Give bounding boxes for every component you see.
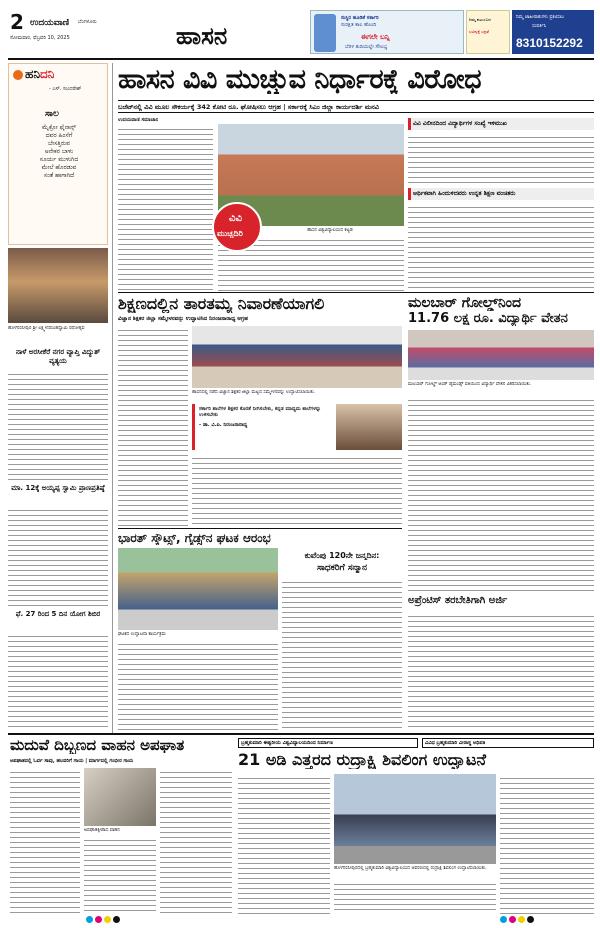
lead-subhead-bar	[118, 100, 594, 113]
ad3-line1: ನಿಮ್ಮ ಜಾಹೀರಾತುಗಳು ಪ್ರಕಟಿಸಲು	[516, 15, 565, 20]
story5-headline2: ಸಾಧಕರಿಗೆ ಸನ್ಮಾನ	[316, 564, 368, 573]
brief1-body	[8, 370, 108, 480]
ad-banner-2[interactable]	[466, 10, 510, 54]
cyan-mark	[500, 916, 507, 923]
story5-body	[282, 578, 402, 730]
masthead	[0, 0, 600, 60]
story3-headline: ಮಲಬಾರ್ ಗೋಲ್ಡ್‌ನಿಂದ	[408, 296, 522, 311]
lead-side-body1	[408, 133, 594, 185]
brief3-title: ಫೆ. 27 ರಿಂದ 5 ದಿನ ಯೋಗ ಶಿಬಿರ	[15, 610, 101, 618]
brief3-body	[8, 632, 108, 728]
bottom-right-tag2	[422, 738, 594, 748]
column-divider	[112, 63, 113, 733]
section-title: ಹಾಸನ	[176, 24, 228, 50]
masthead-rule	[8, 58, 594, 60]
ad1-line3: ಈಗಲೇ ಬನ್ನಿ	[361, 33, 390, 41]
ad2-line1: ನಿಮ್ಮ ಕುಟುಂಬದ	[469, 17, 491, 22]
bottom-right-body-col3	[500, 774, 594, 914]
bottom-right-body-col1	[238, 774, 330, 914]
story2-quote-author: - ಡಾ. ವಿ.ಪಿ. ನಿರಂಜನಾರಾಧ್ಯ	[199, 422, 248, 428]
honey-line: ಅನೇಕರ ಬಾಳು	[44, 148, 74, 155]
honey-line: ಸಂತೆ ಹಾಗಾಗಿದೆ	[43, 172, 75, 179]
story2-headline: ಶಿಕ್ಷಣದಲ್ಲಿನ ತಾರತಮ್ಯ ನಿವಾರಣೆಯಾಗಲಿ	[118, 296, 325, 313]
edition: ಬೆಂಗಳೂರು	[78, 19, 97, 25]
ad1-line2: ಸುರಕ್ಷಿತ ಕಾಲ ಹೊಂದಿ	[341, 22, 377, 28]
story2-photo	[192, 326, 402, 388]
honey-brand	[25, 68, 54, 81]
story3-headline2: 11.76 ಲಕ್ಷ ರೂ. ವಿದ್ಯಾರ್ಥಿ ವೇತನ	[408, 312, 568, 326]
brief2-title: ಮಾ. 12ಕ್ಕೆ ಅಯ್ಯಪ್ಪ ಸ್ವಾಮಿ ಪ್ರಾಣಪ್ರತಿಷ್ಠೆ	[11, 484, 105, 492]
lead-headline: ಹಾಸನ ವಿವಿ ಮುಚ್ಚುವ ನಿರ್ಧಾರಕ್ಕೆ ವಿರೋಧ	[118, 66, 482, 95]
speaker-photo	[336, 404, 402, 450]
badge-line2: ಮುಚ್ಚದಿರಿ	[217, 230, 243, 238]
story2-body-col1	[118, 326, 188, 526]
ad1-line1: ಸುಸ್ಥಿರ ಹೂಡಿಕೆ ಸರ್ಕಾರಿ	[341, 15, 379, 21]
ad-banner-3[interactable]	[512, 10, 594, 54]
story6-headline: ಅಪ್ರೆಂಟಿಸ್ ತರಬೇತಿಗಾಗಿ ಅರ್ಜಿ	[408, 596, 508, 606]
honey-brand-2: ದನಿ	[40, 68, 55, 81]
lead-rule	[118, 292, 594, 293]
honey-line: ಮೈಕ್ರೋ ಫೈನಾನ್ಸ್	[41, 124, 77, 131]
cyan-mark	[86, 916, 93, 923]
bottom-right-tag-text: ಬ್ರಹ್ಮಕುಮಾರಿ ಈಶ್ವರೀಯ ವಿಶ್ವವಿದ್ಯಾಲಯದಿಂದ ನಿರ್ಮಾಣ	[241, 740, 333, 746]
black-mark	[113, 916, 120, 923]
phone-number: 8310152292	[516, 36, 583, 50]
bottom-right-headline: 21 ಅಡಿ ಎತ್ತರದ ರುದ್ರಾಕ್ಷಿ ಶಿವಲಿಂಗ ಉದ್ಘಾಟನೆ	[238, 752, 486, 769]
lead-side-title2: ಆರ್ಥಿಕವಾಗಿ ಹಿಂದುಳಿದವರು ಉನ್ನತ ಶಿಕ್ಷಣ ವಂಚಿತರು	[413, 190, 516, 197]
honey-lines	[17, 124, 101, 180]
magenta-mark	[509, 916, 516, 923]
paper-name: ಉದಯವಾಣಿ	[30, 18, 70, 28]
ad-banner-1[interactable]	[310, 10, 464, 54]
lead-side-body2	[408, 203, 594, 291]
honey-icon	[13, 70, 23, 80]
bottom-rule	[8, 733, 594, 735]
phone-illustration	[314, 14, 336, 52]
chariot-photo-caption: ಹೊಳೆನರಸೀಪುರ ಶ್ರೀ ಲಕ್ಷ್ಮೀನರಸಿಂಹಸ್ವಾಮಿ ರಥೋತ್ಸವ	[8, 326, 85, 331]
story4-body	[118, 640, 278, 730]
accident-photo	[84, 768, 156, 826]
chariot-photo	[8, 248, 108, 323]
lead-side-title: ವಿವಿ ವಿಲೀನದಿಂದ ವಿದ್ಯಾರ್ಥಿಗಳ ಸಂಖ್ಯೆ ಇಳಿಮುಖ	[413, 120, 507, 127]
honey-title: ಸಾಲ	[45, 110, 59, 119]
black-mark	[527, 916, 534, 923]
bottom-right-body-col2	[334, 880, 496, 914]
story4-photo-caption: ಘಟಕದ ಉದ್ಘಾಟನಾ ಕಾರ್ಯಕ್ರಮ	[118, 632, 166, 637]
story2-photo-caption: ಹಾಸನದಲ್ಲಿ ನಡೆದ ವಿಜ್ಞಾನ ಶಿಕ್ಷಕರ ಜಿಲ್ಲಾ ಮಟ್ಟದ ಸಮ್ಮೇಳನವನ್ನು ಉದ್ಘಾಟಿಸಲಾಯಿತು.	[192, 390, 316, 395]
honey-line: ಮೇಲೆ ಹೊರಡುವ	[41, 164, 77, 171]
honey-line: ಬೇಸತ್ತಿರುವ	[48, 140, 70, 147]
bottom-right-tag	[238, 738, 418, 748]
lead-side-title2-bar	[408, 188, 594, 200]
story2-subhead: ವಿಜ್ಞಾನ ಶಿಕ್ಷಕರ ಜಿಲ್ಲಾ ಸಮ್ಮೇಳನವನ್ನು ಉದ್ಘಾಟಿಸಿದ ನಿರಂಜನಾರಾಧ್ಯ ಆಗ್ರಹ	[118, 316, 248, 322]
story2-quote: ಸರ್ಕಾರಿ ಶಾಲೆಗಳ ಶಿಕ್ಷಕರ ಕೊರತೆ ನೀಗಿಸಬೇಕು, ಕನ್ನಡ ಮಾಧ್ಯಮ ಶಾಲೆಗಳನ್ನು ಉಳಿಸಬೇಕು	[199, 406, 321, 418]
shivalinga-photo-caption: ಹೊಳೆನರಸೀಪುರದಲ್ಲಿ ಬ್ರಹ್ಮಕುಮಾರಿ ವಿಶ್ವವಿದ್ಯಾಲಯದ ಆವರಣದಲ್ಲಿ ರುದ್ರಾಕ್ಷಿ ಶಿವಲಿಂಗ ಉದ್ಘಾಟಿಸಲಾಯಿತು.	[334, 866, 487, 871]
story2-body-col2	[192, 454, 402, 526]
university-photo-caption: ಹಾಸನ ವಿಶ್ವವಿದ್ಯಾಲಯದ ಕಟ್ಟಡ	[307, 228, 353, 233]
story5-headline: ಕುವೆಂಪು 120ನೇ ಜನ್ಮದಿನ:	[304, 552, 380, 560]
story3-body	[408, 396, 594, 592]
story3-photo	[408, 330, 594, 380]
lead-subhead: ಬಜೆಟ್‌ನಲ್ಲಿ ವಿವಿ ಮೂಲ ಸೌಕರ್ಯಕ್ಕೆ 342 ಕೋಟಿ ರೂ. ಘೋಷಿಸಲು ಆಗ್ರಹ | ಸರ್ಕಾರಕ್ಕೆ ಸಿಎಂ ಜಿಲ್ಲಾ ಕಾರ್ಯದರ್ಶಿ ಮನವಿ	[118, 103, 379, 111]
story6-body	[408, 612, 594, 730]
ad3-line2: ಸಂಪರ್ಕಿಸಿ	[532, 24, 547, 29]
lead-dateline: ಉದಯವಾಣಿ ಸಮಾಚಾರ	[118, 117, 159, 123]
honey-author: - ಎಸ್. ಸುಂದರೇಶ್	[49, 86, 82, 92]
honey-column	[8, 63, 108, 245]
lead-side-title-bar	[408, 118, 594, 130]
story4-rule	[118, 528, 402, 529]
bottom-left-subhead: ಅಪಘಾತದಲ್ಲಿ ಓರ್ವ ಸಾವು, ಹಲವರಿಗೆ ಗಾಯ | ಮಾರ್ಗದಲ್ಲಿ ಗಂಭೀರ ಗಾಯ	[10, 758, 134, 764]
honey-line: ಸೂರ್ಯ ಮುಳುಗಿದ	[39, 156, 79, 163]
shivalinga-photo	[334, 774, 496, 864]
honey-brand-1: ಹನಿ	[25, 68, 40, 81]
date-line: ಸೋಮವಾರ, ಫೆಬ್ರವರಿ 10, 2025	[10, 35, 70, 41]
badge-line1: ವಿವಿ	[229, 214, 242, 224]
ad2-line2: ಭವಿಷ್ಯಕ್ಕೆ ಭದ್ರತೆ	[469, 29, 489, 34]
ad1-line4: ಬೆರಳ ತುದಿಯಲ್ಲೇ ಸೌಲಭ್ಯ	[345, 44, 388, 50]
bottom-right-tag2-text: ವಿವಿಧ ಬ್ರಹ್ಮಕುಮಾರಿ ವೀರಾಸ್ಥ ಅಧಿಪತಿ	[425, 740, 486, 746]
accident-photo-caption: ಅಪಘಾತಕ್ಕೀಡಾದ ವಾಹನ	[84, 828, 120, 833]
bottom-left-body-col2	[84, 836, 156, 914]
page-number: 2	[10, 12, 24, 33]
lead-body-col1	[118, 125, 213, 291]
bottom-left-headline: ಮದುವೆ ದಿಬ್ಬಣದ ವಾಹನ ಅಪಘಾತ	[10, 738, 185, 754]
brief1-title: ನಾಳೆ ಅರಸೀಕೆರೆ ನಗರ ವ್ಯಾಪ್ತಿ ವಿದ್ಯುತ್ ವ್ಯತ್ಯಯ	[15, 348, 101, 365]
honey-line: ದವರ ಹಿಂಸೆಗೆ	[45, 132, 73, 139]
bottom-left-body-col1	[10, 768, 80, 914]
story4-photo	[118, 548, 278, 630]
story4-headline: ಭಾರತ್ ಸ್ಕೌಟ್ಸ್, ಗೈಡ್ಸ್‌ನ ಘಟಕ ಆರಂಭ	[118, 532, 271, 545]
bottom-left-body-col3	[160, 768, 232, 914]
registration-marks	[86, 916, 126, 924]
registration-marks-right	[500, 916, 540, 924]
brief2-body	[8, 506, 108, 606]
yellow-mark	[104, 916, 111, 923]
yellow-mark	[518, 916, 525, 923]
badge-circle	[212, 202, 262, 252]
magenta-mark	[95, 916, 102, 923]
story3-photo-caption: ಮಲಬಾರ್ ಗೋಲ್ಡ್ ಆಂಡ್ ಡೈಮಂಡ್ಸ್ ವತಿಯಿಂದ ವಿದ್ಯಾರ್ಥಿ ವೇತನ ವಿತರಿಸಲಾಯಿತು.	[408, 382, 532, 387]
story2-quote-box	[192, 404, 334, 450]
